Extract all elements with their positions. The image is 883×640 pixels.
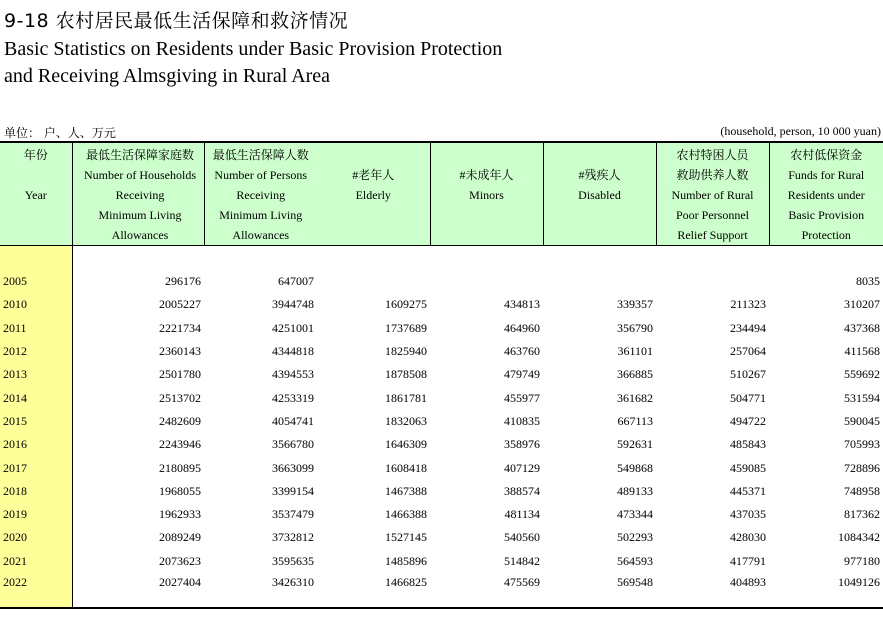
cell-funds: 8035 <box>856 274 880 289</box>
header-persons <box>204 142 317 246</box>
cell-elderly: 1878508 <box>385 367 427 382</box>
cell-households: 1962933 <box>72 503 204 526</box>
table-title-cn: 9-18 农村居民最低生活保障和救济情况 <box>4 10 349 32</box>
cell-households: 2180895 <box>72 456 204 479</box>
cell-year: 2014 <box>0 386 72 409</box>
cell-relief: 494722 <box>730 413 766 428</box>
cell-year: 2010 <box>0 293 72 316</box>
cell-disabled: 549868 <box>617 460 653 475</box>
cell-year: 2021 <box>0 550 72 573</box>
cell-relief: 234494 <box>730 320 766 335</box>
cell-elderly: 1646309 <box>385 437 427 452</box>
table-row <box>0 503 883 526</box>
cell-minors: 479749 <box>504 367 540 382</box>
cell-minors: 410835 <box>504 413 540 428</box>
cell-persons: 3566780 <box>272 437 314 452</box>
cell-year: 2012 <box>0 340 72 363</box>
cell-households: 2089249 <box>72 526 204 549</box>
cell-relief: 211323 <box>730 297 766 312</box>
cell-persons: 3426310 <box>204 573 317 608</box>
cell-persons: 4253319 <box>272 390 314 405</box>
cell-households: 2005227 <box>72 293 204 316</box>
cell-funds: 817362 <box>844 507 880 522</box>
table-row <box>0 433 883 456</box>
table-title-en: Basic Statistics on Residents under Basic Provision Protection and Receiving Almsgiving in Rural Area <box>4 38 503 87</box>
cell-disabled: 564593 <box>617 553 653 568</box>
header-elderly <box>317 142 430 246</box>
cell-funds: 977180 <box>844 553 880 568</box>
cell-relief: 459085 <box>730 460 766 475</box>
cell-minors: 358976 <box>504 437 540 452</box>
table-row <box>0 317 883 340</box>
cell-persons: 3663099 <box>272 460 314 475</box>
cell-elderly: 1608418 <box>385 460 427 475</box>
cell-persons: 3732812 <box>272 530 314 545</box>
cell-minors <box>430 270 543 293</box>
cell-elderly: 1825940 <box>385 344 427 359</box>
cell-elderly: 1527145 <box>385 530 427 545</box>
cell-disabled: 339357 <box>617 297 653 312</box>
cell-disabled: 366885 <box>617 367 653 382</box>
cell-elderly: 1861781 <box>385 390 427 405</box>
cell-disabled: 473344 <box>617 507 653 522</box>
header-minors <box>430 142 543 246</box>
table-row <box>0 293 883 316</box>
cell-persons: 647007 <box>278 274 314 289</box>
header-text-disabled: #残疾人 Disabled <box>578 168 621 202</box>
header-households <box>72 142 204 246</box>
cell-funds: 559692 <box>844 367 880 382</box>
cell-persons: 4394553 <box>272 367 314 382</box>
cell-persons: 4054741 <box>272 413 314 428</box>
cell-relief: 485843 <box>730 437 766 452</box>
cell-funds: 310207 <box>844 297 880 312</box>
cell-disabled: 667113 <box>617 413 653 428</box>
spacer-row <box>0 246 883 271</box>
cell-minors: 463760 <box>504 344 540 359</box>
cell-disabled: 569548 <box>543 573 656 608</box>
cell-minors: 388574 <box>504 483 540 498</box>
cell-households: 2501780 <box>72 363 204 386</box>
cell-relief <box>656 270 769 293</box>
cell-elderly: 1485896 <box>385 553 427 568</box>
cell-relief: 428030 <box>730 530 766 545</box>
cell-households: 2027404 <box>72 573 204 608</box>
cell-funds: 411568 <box>844 344 880 359</box>
cell-minors: 455977 <box>504 390 540 405</box>
cell-disabled: 489133 <box>617 483 653 498</box>
cell-persons: 3944748 <box>272 297 314 312</box>
cell-funds: 1084342 <box>838 530 880 545</box>
cell-minors: 540560 <box>504 530 540 545</box>
table-row <box>0 410 883 433</box>
cell-minors: 481134 <box>504 507 540 522</box>
cell-households: 1968055 <box>72 480 204 503</box>
cell-minors: 464960 <box>504 320 540 335</box>
cell-households: 2360143 <box>72 340 204 363</box>
cell-funds: 590045 <box>844 413 880 428</box>
table-row <box>0 386 883 409</box>
header-text-minors: #未成年人 Minors <box>459 168 514 202</box>
cell-year: 2018 <box>0 480 72 503</box>
cell-elderly: 1609275 <box>385 297 427 312</box>
cell-year: 2017 <box>0 456 72 479</box>
cell-year: 2011 <box>0 317 72 340</box>
cell-relief: 510267 <box>730 367 766 382</box>
cell-funds: 531594 <box>844 390 880 405</box>
cell-disabled <box>543 270 656 293</box>
header-text-persons: 最低生活保障人数 Number of Persons Receiving Minimum Living Allowances <box>212 148 309 242</box>
table-row <box>0 573 883 608</box>
header-disabled <box>543 142 656 246</box>
cell-relief: 504771 <box>730 390 766 405</box>
cell-households: 2243946 <box>72 433 204 456</box>
cell-households: 2513702 <box>72 386 204 409</box>
cell-funds: 1049126 <box>769 573 883 608</box>
cell-households: 2221734 <box>72 317 204 340</box>
header-text-year: 年份 Year <box>23 148 48 202</box>
unit-label-en: (household, person, 10 000 yuan) <box>720 124 881 138</box>
table-row <box>0 526 883 549</box>
header-text-funds: 农村低保资金 Funds for Rural Residents under Basic Provision Protection <box>787 148 865 242</box>
cell-year: 2015 <box>0 410 72 433</box>
cell-elderly: 1832063 <box>385 413 427 428</box>
cell-relief: 257064 <box>730 344 766 359</box>
cell-disabled: 502293 <box>617 530 653 545</box>
header-text-elderly: #老年人 Elderly <box>352 168 395 202</box>
cell-persons: 3537479 <box>272 507 314 522</box>
cell-households: 2073623 <box>72 550 204 573</box>
table-row <box>0 550 883 573</box>
table-row <box>0 480 883 503</box>
table-row <box>0 340 883 363</box>
header-text-relief: 农村特困人员 救助供养人数 Number of Rural Poor Personnel Relief Support <box>671 148 754 242</box>
table-row <box>0 456 883 479</box>
cell-relief: 417791 <box>730 553 766 568</box>
cell-funds: 748958 <box>844 483 880 498</box>
cell-year: 2013 <box>0 363 72 386</box>
header-text-households: 最低生活保障家庭数 Number of Households Receiving Minimum Living Allowances <box>84 148 196 242</box>
header-relief <box>656 142 769 246</box>
cell-disabled: 361101 <box>617 344 653 359</box>
cell-households: 296176 <box>72 270 204 293</box>
cell-year: 2022 <box>0 573 72 608</box>
cell-disabled: 356790 <box>617 320 653 335</box>
cell-funds: 705993 <box>844 437 880 452</box>
cell-minors: 475569 <box>430 573 543 608</box>
cell-minors: 407129 <box>504 460 540 475</box>
statistics-table <box>0 141 883 609</box>
cell-relief: 437035 <box>730 507 766 522</box>
cell-year: 2020 <box>0 526 72 549</box>
cell-elderly: 1466825 <box>317 573 430 608</box>
cell-elderly: 1737689 <box>385 320 427 335</box>
cell-year: 2019 <box>0 503 72 526</box>
cell-funds: 728896 <box>844 460 880 475</box>
cell-funds: 437368 <box>844 320 880 335</box>
cell-year: 2016 <box>0 433 72 456</box>
cell-disabled: 361682 <box>617 390 653 405</box>
cell-persons: 3595635 <box>272 553 314 568</box>
cell-minors: 434813 <box>504 297 540 312</box>
cell-persons: 3399154 <box>272 483 314 498</box>
cell-persons: 4251001 <box>272 320 314 335</box>
table-row <box>0 270 883 293</box>
header-row <box>0 142 883 246</box>
table-row <box>0 363 883 386</box>
unit-label-cn: 单位： 户、人、万元 <box>4 126 116 140</box>
cell-elderly <box>317 270 430 293</box>
cell-elderly: 1466388 <box>385 507 427 522</box>
header-year <box>0 142 72 246</box>
cell-households: 2482609 <box>72 410 204 433</box>
header-funds <box>769 142 883 246</box>
cell-minors: 514842 <box>504 553 540 568</box>
cell-persons: 4344818 <box>272 344 314 359</box>
cell-disabled: 592631 <box>617 437 653 452</box>
cell-year: 2005 <box>0 270 72 293</box>
cell-elderly: 1467388 <box>385 483 427 498</box>
cell-relief: 445371 <box>730 483 766 498</box>
cell-relief: 404893 <box>656 573 769 608</box>
